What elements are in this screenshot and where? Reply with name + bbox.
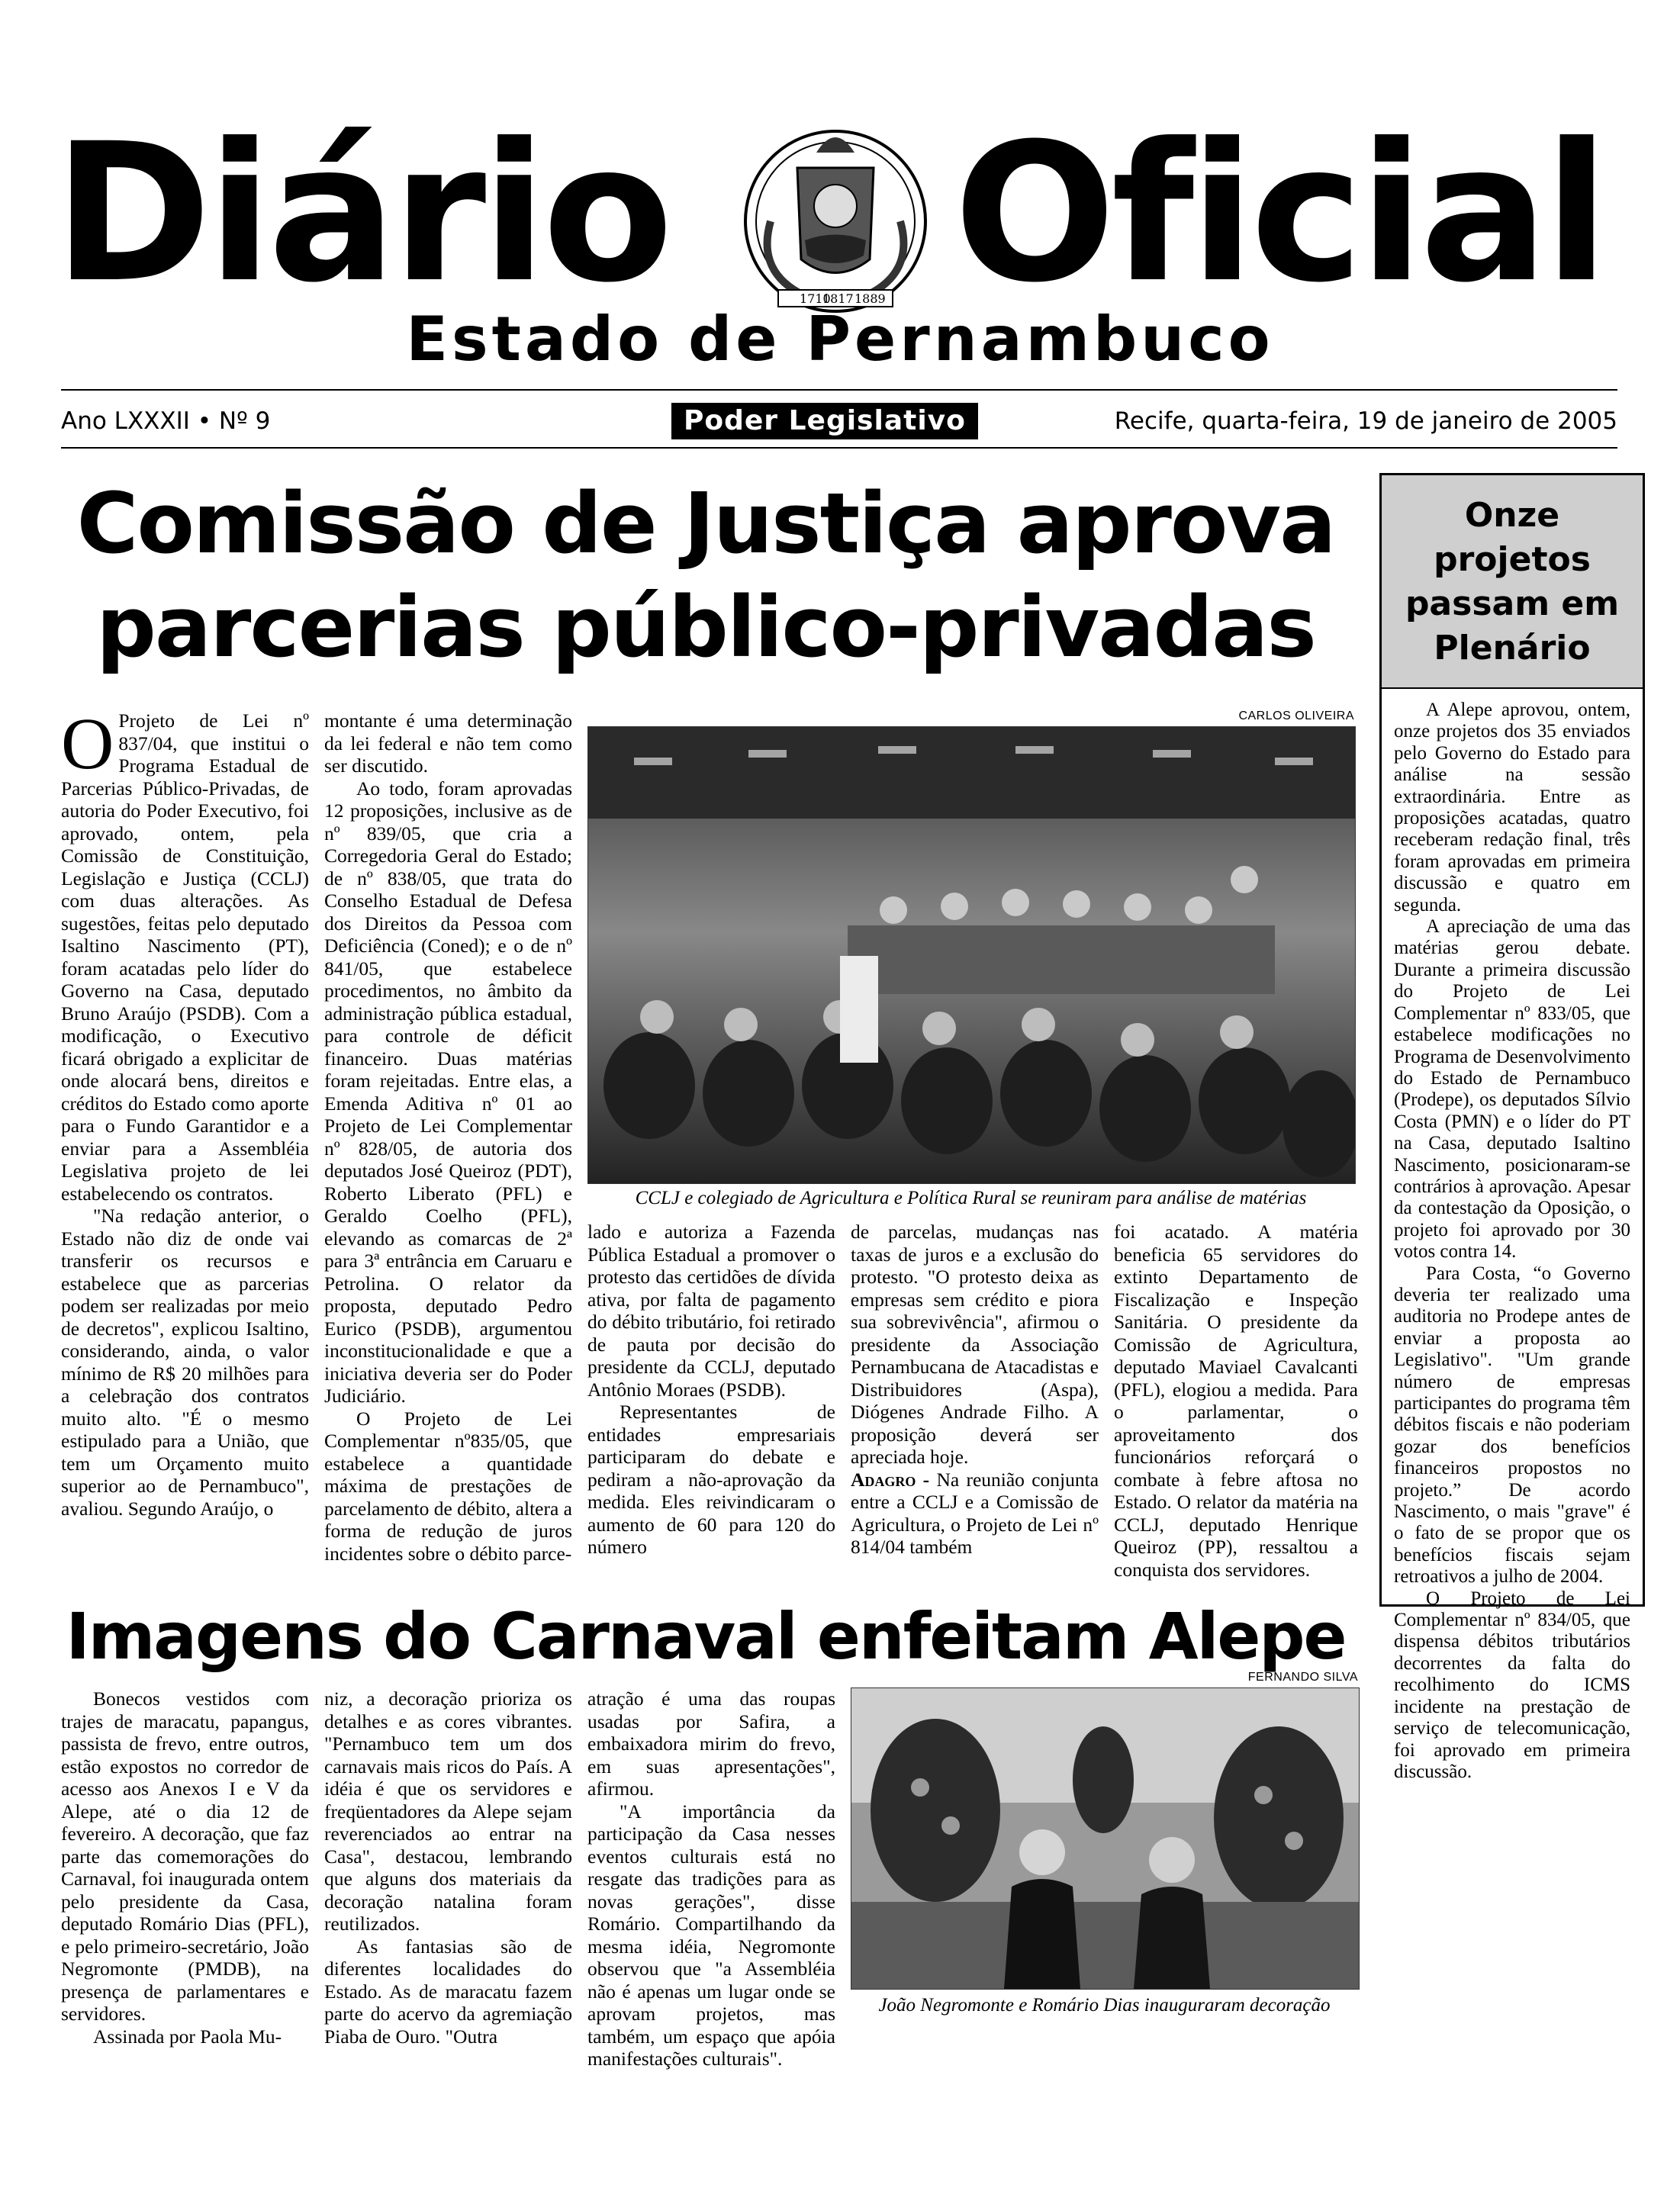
second-column-3 [587, 1687, 835, 2070]
second-headline: Imagens do Carnaval enfeitam Alepe [66, 1599, 1346, 1674]
lead-col1-p1: Projeto de Lei nº 837/04, que institui o Programa Estadual de Parcerias Público-Privadas, de autoria do Poder Executivo, foi aprovado, ontem, pela Comissão de Constituição, Legislação e Justiça (CCLJ) com duas alterações. As sugestões, feitas pelo deputado Isaltino Nascimento (PT), foram acatadas pelo líder do Governo na Casa, deputado Bruno Araújo (PSDB). Com a modificação, o Executivo ficará obrigado a explicitar de onde alocará bens, direitos e créditos do Estado como aporte para o Fundo Garantidor e a enviar para a Assembléia Legislativa projeto de lei estabelecendo os contratos. [61, 709, 309, 1205]
lead-col2-p2: Ao todo, foram aprovadas 12 proposições, inclusive as de nº 839/05, que cria a Corregedoria Geral do Estado; de nº 838/05, que trata do Conselho Estadual de Defesa dos Direitos da Pessoa com Deficiência (Coned); e o de nº 841/05, que estabelece procedimentos, no âmbito da administração pública estadual, para controle de déficit financeiro. Duas matérias foram rejeitadas. Entre elas, a Emenda Aditiva nº 01 ao Projeto de Lei Complementar nº 828/05, de autoria dos deputados José Queiroz (PDT), Roberto Liberato (PFL) e Geraldo Coelho (PFL), elevando as comarcas de 2ª para 3ª entrância em Caruaru e Petrolina. O relator da proposta, deputado Pedro Eurico (PSDB), argumentou inconstitucionalidade e que a iniciativa deveria ser do Poder Judiciário. [324, 777, 572, 1407]
lead-photo [587, 726, 1356, 1184]
sidebar-p2: A apreciação de uma das matérias gerou debate. Durante a primeira discussão do Projeto de Lei Complementar nº 833/05, que estabelece modificações no Programa de Desenvolvimento do Estado de Pernambuco (Prodepe), os deputados Sílvio Costa (PMN) e o líder do PT na Casa, deputado Isaltino Nascimento, posicionaram-se contrários à aprovação. Apesar da contestação da Oposição, o projeto foi aprovado por 30 votos contra 14. [1394, 916, 1630, 1263]
lead-col1-p2: "Na redação anterior, o Estado não diz de onde vai transferir os recursos e estabelece que as parcerias podem ser realizadas por meio de decretos", explicou Isaltino, considerando, ainda, o valor mínimo de R$ 20 milhões para a celebração dos contratos muito alto. "É o mesmo estipulado para a União, que tem um Orçamento muito superior ao de Pernambuco", avaliou. Segundo Araújo, o [61, 1205, 309, 1520]
masthead-title-left: Diário [53, 102, 669, 324]
sidebar-p4: O Projeto de Lei Complementar nº 834/05, que dispensa débitos tributários decorrentes da falta do recolhimento do ICMS incidente na prestação de serviço de telecomunicação, foi aprovado em primeira discussão. [1394, 1588, 1630, 1782]
section-badge: Poder Legislativo [671, 403, 978, 439]
dateline: Recife, quarta-feira, 19 de janeiro de 2005 [1114, 407, 1617, 435]
sidebar-title-line3: passam em [1405, 584, 1620, 623]
masthead-subtitle: Estado de Pernambuco [406, 304, 1274, 375]
second-col2-p2: As fantasias são de diferentes localidades do Estado. As de maracatu fazem parte do acervo da agremiação Piaba de Ouro. "Outra [324, 1935, 572, 2048]
second-col1-p1: Bonecos vestidos com trajes de maracatu, papangus, passista de frevo, entre outros, estão expostos no corredor de acesso aos Anexos I e V da Alepe, até o dia 12 de fevereiro. A decoração, que faz parte das comemorações do Carnaval, foi inaugurada ontem pelo presidente da Casa, deputado Romário Dias (PFL), e pelo primeiro-secretário, João Negromonte (PMDB), na presença de parlamentares e servidores. [61, 1687, 309, 2025]
info-bar [61, 398, 1617, 444]
seal-ribbon-year: 1817 [822, 291, 854, 306]
lead-col3-p1: lado e autoriza a Fazenda Pública Estadual a promover o protesto das certidões de dívida ativa, por falta de pagamento do débito tributário, foi retirado de pauta por decisão do presidente da CCLJ, deputado Antônio Moraes (PSDB). [587, 1221, 835, 1401]
lead-photo-caption: CCLJ e colegiado de Agricultura e Política Rural se reuniram para análise de matérias [635, 1188, 1307, 1208]
info-bar-bottom-rule [61, 447, 1617, 449]
coat-of-arms-seal [725, 107, 946, 328]
lead-headline-line2: parcerias público-privadas [96, 578, 1315, 676]
second-column-2 [324, 1687, 572, 2048]
dropcap: O [61, 703, 114, 784]
lead-column-1 [61, 703, 309, 1520]
sidebar-box [1379, 473, 1645, 1782]
second-col2-p1: niz, a decoração prioriza os detalhes e as cores vibrantes. "Pernambuco tem um dos carnavais mais ricos do País. A idéia é que os servidores e freqüentadores da Alepe sejam reverenciados ao entrar na Casa", destacou, lembrando que alguns dos materiais da decoração natalina foram reutilizados. [324, 1687, 572, 1935]
sidebar-title-line2: projetos [1434, 540, 1591, 579]
sidebar-headline [1382, 475, 1643, 689]
lead-col5-p1: foi acatado. A matéria beneficia 65 servidores do extinto Departamento de Fiscalização e Inspeção Sanitária. O presidente da Comissão de Agricultura, deputado Maviael Cavalcanti (PFL), elogiou a medida. Para o parlamentar, o aproveitamento dos funcionários reforçará o combate à febre aftosa no Estado. O relator da matéria na CCLJ, deputado Henrique Queiroz (PP), ressaltou a conquista dos servidores. [1114, 1221, 1358, 1581]
issue-number: Ano LXXXII • Nº 9 [61, 407, 271, 435]
sidebar-title-line1: Onze [1464, 496, 1560, 535]
lead-col2-p1: montante é uma determinação da lei federal e não tem como ser discutido. [324, 709, 572, 777]
lead-headline-line1: Comissão de Justiça aprova [76, 475, 1335, 572]
second-photo [851, 1687, 1360, 1990]
lead-column-3 [587, 1221, 835, 1559]
lead-photo-credit: CARLOS OLIVEIRA [1238, 709, 1354, 722]
second-column-1 [61, 1687, 309, 2048]
sidebar-p1: A Alepe aprovou, ontem, onze projetos dos 35 enviados pelo Governo do Estado para análise na sessão extraordinária. Entre as proposições acatadas, quatro receberam redação final, três foram aprovadas em primeira discussão e quatro em segunda. [1394, 700, 1630, 915]
second-col3-p1: atração é uma das roupas usadas por Safira, a embaixadora mirim do frevo, em suas apresentações", afirmou. [587, 1687, 835, 1800]
carnival-decoration-photo [851, 1688, 1359, 1989]
lead-col4-p1: de parcelas, mudanças nas taxas de juros e a exclusão do protesto. "O protesto deixa as empresas sem crédito e piora sua sobrevivência", afirmou o presidente da Associação Pernambucana de Atacadistas e Distribuidores (Aspa), Diógenes Andrade Filho. A proposição deverá ser apreciada hoje. [851, 1221, 1099, 1468]
masthead [53, 102, 1640, 324]
adagro-label: Adagro - [851, 1468, 930, 1491]
sidebar-p3: Para Costa, “o Governo deveria ter realizado uma auditoria no Prodepe antes de enviar a proposta ao Legislativo". "Um grande número de empresas participantes do programa têm débitos fiscais e não poderiam gozar dos benefícios financeiros propostos no projeto.” De acordo Nascimento, o mais "grave" é o fato de se propor que os benefícios fiscais sejam retroativos a julho de 2004. [1394, 1263, 1630, 1588]
seal-year-right: 1889 [854, 291, 886, 306]
lead-col3-p2: Representantes de entidades empresariais participaram do debate e pediram a não-aprovação da medida. Eles reivindicaram o aumento de 60 para 120 do número [587, 1401, 835, 1558]
second-col3-p2: "A importância da participação da Casa nesses eventos culturais está no resgate das tradições para as novas gerações", disse Romário. Compartilhando da mesma idéia, Negromonte observou que "a Assembléia não é apenas um lugar onde se aprovam projetos, mas também, um espaço que apóia manifestações culturais". [587, 1800, 835, 2070]
masthead-title-right: Oficial [954, 102, 1605, 324]
sidebar-title-line4: Plenário [1434, 629, 1591, 668]
seal-year-left: 1710 [800, 291, 831, 306]
lead-column-5 [1114, 1221, 1358, 1581]
committee-meeting-photo [588, 727, 1355, 1183]
lead-col4-p2: Na reunião conjunta entre a CCLJ e a Comissão de Agricultura, o Projeto de Lei nº 814/04 também [851, 1468, 1099, 1558]
second-photo-caption: João Negromonte e Romário Dias inauguraram decoração [878, 1995, 1331, 2016]
top-rule [61, 389, 1617, 391]
second-col1-p2: Assinada por Paola Mu- [93, 2025, 282, 2048]
lead-column-2 [324, 709, 572, 1565]
sidebar-body [1394, 687, 1630, 1783]
second-photo-credit: FERNANDO SILVA [1247, 1671, 1358, 1684]
lead-col2-p3: O Projeto de Lei Complementar nº835/05, que estabelece a quantidade máxima de prestações de parcelamento de débito, altera a forma de redução de juros incidentes sobre o débito parce- [324, 1407, 572, 1565]
lead-column-4 [851, 1221, 1099, 1559]
lead-headline [53, 471, 1358, 679]
